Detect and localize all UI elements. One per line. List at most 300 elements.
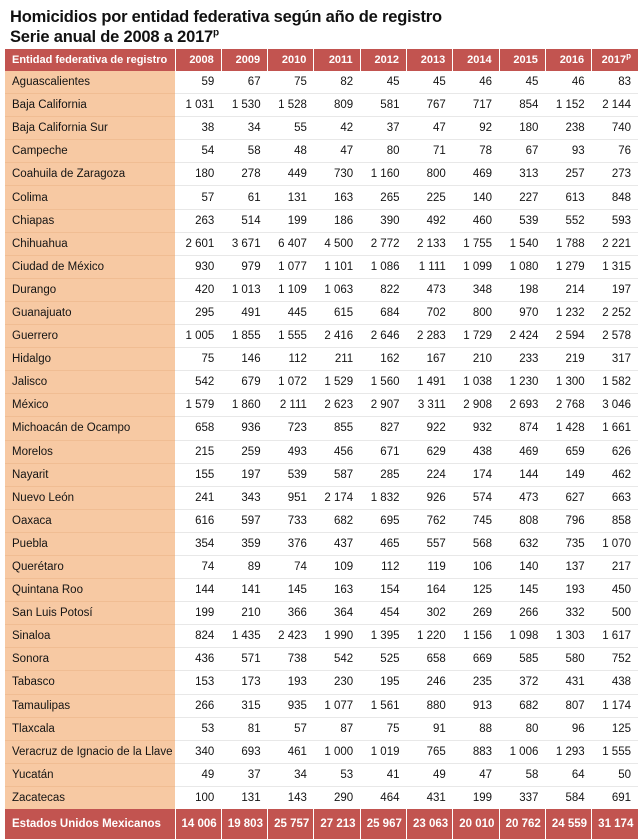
row-label-entidad: Veracruz de Ignacio de la Llave: [5, 740, 175, 763]
cell-value-2013: 225: [406, 186, 452, 209]
cell-value-2017: 691: [592, 786, 638, 809]
cell-value-2012: 465: [360, 532, 406, 555]
table-row: [5, 94, 638, 117]
column-header-2015-label: 2015: [513, 54, 538, 66]
column-header-2016: [545, 49, 591, 71]
row-label-entidad: Chihuahua: [5, 232, 175, 255]
cell-value-2009: 1 860: [221, 394, 267, 417]
row-label-entidad: Quintana Roo: [5, 579, 175, 602]
cell-value-2013: 1 491: [406, 371, 452, 394]
cell-value-2008: 49: [175, 763, 221, 786]
cell-value-2008: 57: [175, 186, 221, 209]
column-header-2010-label: 2010: [281, 54, 307, 66]
cell-value-2011: 1 077: [314, 694, 360, 717]
cell-value-2014: 140: [453, 186, 499, 209]
row-label-entidad: Morelos: [5, 440, 175, 463]
cell-value-2010: 733: [268, 509, 314, 532]
cell-value-2011: 809: [314, 94, 360, 117]
cell-value-2008: 38: [175, 117, 221, 140]
cell-value-2008: 295: [175, 301, 221, 324]
cell-value-2010: 445: [268, 301, 314, 324]
cell-value-2013: 557: [406, 532, 452, 555]
cell-value-2009: 61: [221, 186, 267, 209]
row-label-entidad: Puebla: [5, 532, 175, 555]
column-header-2017-superscript: p: [626, 51, 631, 61]
table-row: [5, 740, 638, 763]
cell-value-2013: 473: [406, 278, 452, 301]
cell-value-2012: 195: [360, 671, 406, 694]
total-value-2010: 25 757: [268, 809, 314, 839]
cell-value-2012: 37: [360, 117, 406, 140]
cell-value-2008: 155: [175, 463, 221, 486]
page-title-line2: [10, 27, 641, 47]
table-row: [5, 232, 638, 255]
cell-value-2008: 241: [175, 486, 221, 509]
table-row: [5, 71, 638, 94]
row-label-entidad: Ciudad de México: [5, 255, 175, 278]
column-header-2017: [592, 49, 638, 71]
cell-value-2013: 431: [406, 786, 452, 809]
cell-value-2009: 979: [221, 255, 267, 278]
cell-value-2016: 627: [545, 486, 591, 509]
cell-value-2017: 50: [592, 763, 638, 786]
cell-value-2016: 96: [545, 717, 591, 740]
cell-value-2015: 539: [499, 209, 545, 232]
cell-value-2017: 1 070: [592, 532, 638, 555]
cell-value-2011: 82: [314, 71, 360, 94]
cell-value-2012: 671: [360, 440, 406, 463]
cell-value-2012: 1 160: [360, 163, 406, 186]
cell-value-2008: 930: [175, 255, 221, 278]
cell-value-2014: 210: [453, 348, 499, 371]
cell-value-2012: 1 395: [360, 625, 406, 648]
cell-value-2017: 462: [592, 463, 638, 486]
cell-value-2009: 197: [221, 463, 267, 486]
cell-value-2009: 315: [221, 694, 267, 717]
cell-value-2015: 266: [499, 602, 545, 625]
cell-value-2009: 1 013: [221, 278, 267, 301]
table-row: [5, 117, 638, 140]
total-row: [5, 809, 638, 839]
cell-value-2011: 437: [314, 532, 360, 555]
table-body: [5, 71, 638, 809]
cell-value-2011: 456: [314, 440, 360, 463]
cell-value-2012: 2 772: [360, 232, 406, 255]
table-row: [5, 486, 638, 509]
cell-value-2008: 340: [175, 740, 221, 763]
cell-value-2016: 580: [545, 648, 591, 671]
cell-value-2009: 131: [221, 786, 267, 809]
cell-value-2015: 469: [499, 440, 545, 463]
cell-value-2013: 880: [406, 694, 452, 717]
row-label-entidad: Tlaxcala: [5, 717, 175, 740]
cell-value-2011: 163: [314, 186, 360, 209]
cell-value-2013: 167: [406, 348, 452, 371]
cell-value-2011: 1 990: [314, 625, 360, 648]
cell-value-2011: 1 529: [314, 371, 360, 394]
cell-value-2015: 45: [499, 71, 545, 94]
cell-value-2015: 1 540: [499, 232, 545, 255]
cell-value-2008: 53: [175, 717, 221, 740]
cell-value-2009: 343: [221, 486, 267, 509]
cell-value-2014: 348: [453, 278, 499, 301]
cell-value-2013: 800: [406, 163, 452, 186]
table-row: [5, 301, 638, 324]
cell-value-2010: 449: [268, 163, 314, 186]
cell-value-2012: 1 561: [360, 694, 406, 717]
row-label-entidad: Oaxaca: [5, 509, 175, 532]
cell-value-2008: 2 601: [175, 232, 221, 255]
cell-value-2012: 1 019: [360, 740, 406, 763]
table-row: [5, 579, 638, 602]
column-header-2011-label: 2011: [328, 54, 353, 66]
table-row: [5, 625, 638, 648]
cell-value-2009: 67: [221, 71, 267, 94]
cell-value-2013: 45: [406, 71, 452, 94]
cell-value-2010: 131: [268, 186, 314, 209]
row-label-entidad: Tabasco: [5, 671, 175, 694]
row-label-entidad: Nayarit: [5, 463, 175, 486]
cell-value-2012: 1 832: [360, 486, 406, 509]
cell-value-2016: 584: [545, 786, 591, 809]
cell-value-2008: 1 579: [175, 394, 221, 417]
cell-value-2016: 238: [545, 117, 591, 140]
column-header-2017-label: 2017: [601, 54, 627, 66]
row-label-entidad: Sonora: [5, 648, 175, 671]
row-label-entidad: Sinaloa: [5, 625, 175, 648]
cell-value-2012: 75: [360, 717, 406, 740]
cell-value-2016: 1 232: [545, 301, 591, 324]
column-header-2009-label: 2009: [235, 54, 261, 66]
cell-value-2012: 822: [360, 278, 406, 301]
cell-value-2008: 263: [175, 209, 221, 232]
cell-value-2015: 145: [499, 579, 545, 602]
row-label-entidad: Baja California Sur: [5, 117, 175, 140]
column-header-2014: [453, 49, 499, 71]
cell-value-2008: 153: [175, 671, 221, 694]
total-value-2012: 25 967: [360, 809, 406, 839]
cell-value-2015: 874: [499, 417, 545, 440]
cell-value-2010: 75: [268, 71, 314, 94]
cell-value-2010: 1 072: [268, 371, 314, 394]
cell-value-2012: 112: [360, 555, 406, 578]
cell-value-2015: 1 006: [499, 740, 545, 763]
cell-value-2009: 173: [221, 671, 267, 694]
row-label-entidad: Tamaulipas: [5, 694, 175, 717]
cell-value-2016: 431: [545, 671, 591, 694]
cell-value-2016: 807: [545, 694, 591, 717]
cell-value-2016: 1 303: [545, 625, 591, 648]
row-label-entidad: Zacatecas: [5, 786, 175, 809]
cell-value-2010: 366: [268, 602, 314, 625]
cell-value-2014: 460: [453, 209, 499, 232]
cell-value-2014: 92: [453, 117, 499, 140]
row-label-entidad: Durango: [5, 278, 175, 301]
table-row: [5, 325, 638, 348]
cell-value-2016: 1 279: [545, 255, 591, 278]
cell-value-2016: 1 428: [545, 417, 591, 440]
cell-value-2009: 936: [221, 417, 267, 440]
cell-value-2014: 199: [453, 786, 499, 809]
column-header-2013: [406, 49, 452, 71]
cell-value-2015: 140: [499, 555, 545, 578]
cell-value-2015: 180: [499, 117, 545, 140]
cell-value-2015: 1 230: [499, 371, 545, 394]
cell-value-2014: 1 038: [453, 371, 499, 394]
cell-value-2014: 574: [453, 486, 499, 509]
row-label-entidad: Colima: [5, 186, 175, 209]
column-header-2011: [314, 49, 360, 71]
row-label-entidad: Querétaro: [5, 555, 175, 578]
title-block: [0, 0, 641, 49]
page-subtitle-text: Serie anual de 2008 a 2017: [10, 28, 214, 46]
row-label-entidad: Chiapas: [5, 209, 175, 232]
cell-value-2017: 1 582: [592, 371, 638, 394]
cell-value-2011: 1 101: [314, 255, 360, 278]
cell-value-2012: 695: [360, 509, 406, 532]
cell-value-2010: 935: [268, 694, 314, 717]
total-value-2008: 14 006: [175, 809, 221, 839]
column-header-entidad: Entidad federativa de registro: [5, 49, 175, 71]
cell-value-2013: 922: [406, 417, 452, 440]
row-label-entidad: Yucatán: [5, 763, 175, 786]
cell-value-2008: 824: [175, 625, 221, 648]
cell-value-2009: 37: [221, 763, 267, 786]
cell-value-2009: 491: [221, 301, 267, 324]
table-row: [5, 463, 638, 486]
cell-value-2013: 1 111: [406, 255, 452, 278]
cell-value-2011: 87: [314, 717, 360, 740]
cell-value-2017: 273: [592, 163, 638, 186]
cell-value-2017: 626: [592, 440, 638, 463]
cell-value-2015: 198: [499, 278, 545, 301]
cell-value-2010: 951: [268, 486, 314, 509]
cell-value-2017: 593: [592, 209, 638, 232]
cell-value-2011: 364: [314, 602, 360, 625]
cell-value-2014: 438: [453, 440, 499, 463]
cell-value-2010: 34: [268, 763, 314, 786]
cell-value-2015: 854: [499, 94, 545, 117]
cell-value-2012: 454: [360, 602, 406, 625]
cell-value-2011: 615: [314, 301, 360, 324]
cell-value-2011: 2 416: [314, 325, 360, 348]
cell-value-2016: 332: [545, 602, 591, 625]
cell-value-2014: 469: [453, 163, 499, 186]
cell-value-2016: 93: [545, 140, 591, 163]
cell-value-2013: 164: [406, 579, 452, 602]
row-label-entidad: México: [5, 394, 175, 417]
cell-value-2017: 2 252: [592, 301, 638, 324]
cell-value-2009: 679: [221, 371, 267, 394]
cell-value-2013: 702: [406, 301, 452, 324]
cell-value-2008: 100: [175, 786, 221, 809]
cell-value-2010: 199: [268, 209, 314, 232]
table-row: [5, 371, 638, 394]
cell-value-2009: 1 855: [221, 325, 267, 348]
total-value-2015: 20 762: [499, 809, 545, 839]
table-row: [5, 140, 638, 163]
cell-value-2016: 64: [545, 763, 591, 786]
cell-value-2012: 162: [360, 348, 406, 371]
cell-value-2011: 1 000: [314, 740, 360, 763]
cell-value-2008: 1 031: [175, 94, 221, 117]
row-label-entidad: Campeche: [5, 140, 175, 163]
total-value-2016: 24 559: [545, 809, 591, 839]
table-row: [5, 694, 638, 717]
cell-value-2009: 89: [221, 555, 267, 578]
table-row: [5, 602, 638, 625]
total-value-2013: 23 063: [406, 809, 452, 839]
cell-value-2008: 354: [175, 532, 221, 555]
table-footer: [5, 809, 638, 839]
table-container: [0, 49, 641, 839]
cell-value-2013: 302: [406, 602, 452, 625]
cell-value-2008: 54: [175, 140, 221, 163]
cell-value-2010: 539: [268, 463, 314, 486]
cell-value-2017: 848: [592, 186, 638, 209]
cell-value-2012: 265: [360, 186, 406, 209]
cell-value-2016: 2 594: [545, 325, 591, 348]
total-value-2011: 27 213: [314, 809, 360, 839]
cell-value-2016: 796: [545, 509, 591, 532]
cell-value-2013: 926: [406, 486, 452, 509]
cell-value-2015: 808: [499, 509, 545, 532]
cell-value-2015: 1 098: [499, 625, 545, 648]
cell-value-2009: 571: [221, 648, 267, 671]
total-value-2009: 19 803: [221, 809, 267, 839]
cell-value-2015: 682: [499, 694, 545, 717]
cell-value-2017: 1 555: [592, 740, 638, 763]
cell-value-2009: 1 435: [221, 625, 267, 648]
table-row: [5, 555, 638, 578]
cell-value-2016: 2 768: [545, 394, 591, 417]
cell-value-2015: 144: [499, 463, 545, 486]
cell-value-2012: 80: [360, 140, 406, 163]
cell-value-2013: 246: [406, 671, 452, 694]
cell-value-2014: 2 908: [453, 394, 499, 417]
cell-value-2017: 1 617: [592, 625, 638, 648]
table-header: [5, 49, 638, 71]
cell-value-2017: 500: [592, 602, 638, 625]
cell-value-2015: 67: [499, 140, 545, 163]
row-label-entidad: Nuevo León: [5, 486, 175, 509]
cell-value-2015: 313: [499, 163, 545, 186]
cell-value-2017: 752: [592, 648, 638, 671]
cell-value-2016: 1 152: [545, 94, 591, 117]
cell-value-2017: 125: [592, 717, 638, 740]
cell-value-2015: 970: [499, 301, 545, 324]
cell-value-2010: 48: [268, 140, 314, 163]
cell-value-2010: 6 407: [268, 232, 314, 255]
cell-value-2008: 59: [175, 71, 221, 94]
cell-value-2008: 74: [175, 555, 221, 578]
cell-value-2012: 525: [360, 648, 406, 671]
cell-value-2017: 663: [592, 486, 638, 509]
cell-value-2011: 682: [314, 509, 360, 532]
cell-value-2010: 376: [268, 532, 314, 555]
table-row: [5, 717, 638, 740]
cell-value-2008: 420: [175, 278, 221, 301]
cell-value-2016: 219: [545, 348, 591, 371]
cell-value-2010: 2 423: [268, 625, 314, 648]
cell-value-2010: 112: [268, 348, 314, 371]
cell-value-2009: 259: [221, 440, 267, 463]
cell-value-2017: 1 661: [592, 417, 638, 440]
cell-value-2014: 235: [453, 671, 499, 694]
cell-value-2011: 730: [314, 163, 360, 186]
cell-value-2011: 290: [314, 786, 360, 809]
cell-value-2014: 269: [453, 602, 499, 625]
cell-value-2013: 492: [406, 209, 452, 232]
cell-value-2010: 461: [268, 740, 314, 763]
cell-value-2010: 1 077: [268, 255, 314, 278]
cell-value-2017: 217: [592, 555, 638, 578]
column-header-2015: [499, 49, 545, 71]
cell-value-2013: 2 133: [406, 232, 452, 255]
cell-value-2010: 723: [268, 417, 314, 440]
cell-value-2014: 568: [453, 532, 499, 555]
cell-value-2011: 47: [314, 140, 360, 163]
cell-value-2010: 145: [268, 579, 314, 602]
table-row: [5, 163, 638, 186]
row-label-entidad: Guanajuato: [5, 301, 175, 324]
cell-value-2010: 193: [268, 671, 314, 694]
cell-value-2016: 1 300: [545, 371, 591, 394]
cell-value-2012: 581: [360, 94, 406, 117]
cell-value-2016: 193: [545, 579, 591, 602]
cell-value-2012: 684: [360, 301, 406, 324]
table-row: [5, 671, 638, 694]
cell-value-2014: 1 729: [453, 325, 499, 348]
cell-value-2017: 2 221: [592, 232, 638, 255]
table-row: [5, 648, 638, 671]
cell-value-2017: 83: [592, 71, 638, 94]
table-row: [5, 209, 638, 232]
cell-value-2012: 390: [360, 209, 406, 232]
cell-value-2017: 858: [592, 509, 638, 532]
cell-value-2017: 450: [592, 579, 638, 602]
cell-value-2013: 91: [406, 717, 452, 740]
cell-value-2011: 53: [314, 763, 360, 786]
cell-value-2015: 227: [499, 186, 545, 209]
cell-value-2010: 493: [268, 440, 314, 463]
header-row: [5, 49, 638, 71]
cell-value-2017: 76: [592, 140, 638, 163]
cell-value-2017: 1 174: [592, 694, 638, 717]
cell-value-2013: 762: [406, 509, 452, 532]
cell-value-2013: 1 220: [406, 625, 452, 648]
cell-value-2008: 180: [175, 163, 221, 186]
homicides-table: [5, 49, 638, 839]
cell-value-2012: 154: [360, 579, 406, 602]
cell-value-2008: 436: [175, 648, 221, 671]
cell-value-2009: 146: [221, 348, 267, 371]
cell-value-2008: 542: [175, 371, 221, 394]
cell-value-2009: 1 530: [221, 94, 267, 117]
cell-value-2012: 464: [360, 786, 406, 809]
column-header-2008: [175, 49, 221, 71]
cell-value-2016: 149: [545, 463, 591, 486]
cell-value-2008: 75: [175, 348, 221, 371]
cell-value-2011: 42: [314, 117, 360, 140]
cell-value-2010: 1 555: [268, 325, 314, 348]
cell-value-2016: 257: [545, 163, 591, 186]
cell-value-2008: 1 005: [175, 325, 221, 348]
table-row: [5, 532, 638, 555]
cell-value-2013: 767: [406, 94, 452, 117]
cell-value-2014: 669: [453, 648, 499, 671]
cell-value-2013: 3 311: [406, 394, 452, 417]
